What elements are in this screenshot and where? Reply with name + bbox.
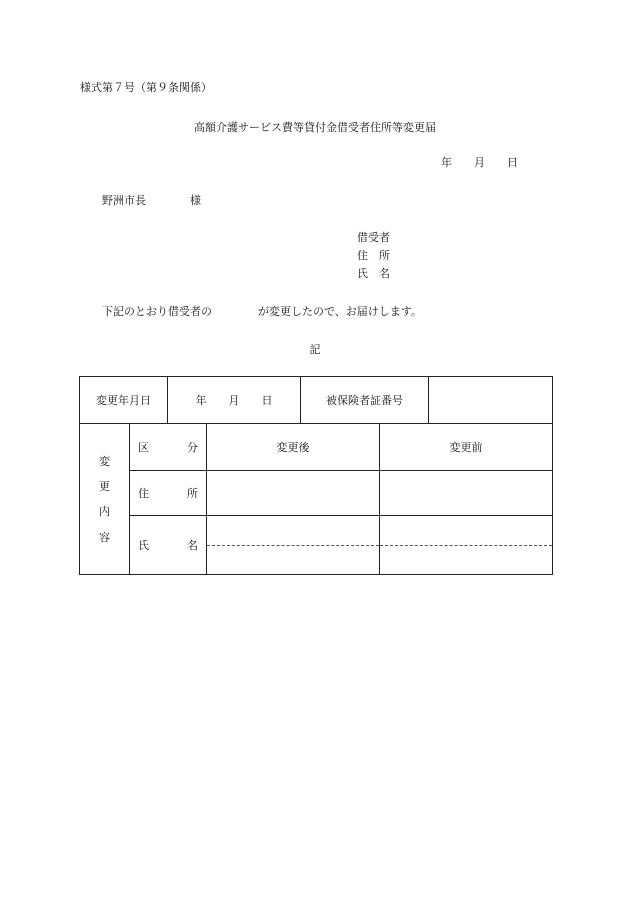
addressee-name: 野洲市長 [102, 194, 146, 207]
date-year-label: 年 [441, 156, 452, 169]
change-date-year: 年 [195, 394, 207, 408]
address-row-label [130, 470, 207, 515]
name-after-field[interactable] [207, 516, 380, 575]
name-after-reading-line [207, 516, 379, 546]
name-char-2: 名 [187, 539, 198, 553]
address-char-2: 所 [187, 487, 198, 501]
notice-text [102, 306, 422, 317]
insured-number-field[interactable] [429, 377, 553, 424]
after-change-header: 変更後 [207, 424, 380, 470]
section-char-2: 更 [99, 479, 110, 493]
borrower-address-label: 住 所 [357, 249, 390, 262]
change-form-table [79, 376, 553, 575]
name-row-label [130, 516, 207, 575]
borrower-label: 借受者 [357, 231, 390, 244]
category-header [130, 424, 207, 470]
borrower-block [357, 232, 390, 286]
notice-after: が変更したので、お届けします。 [258, 305, 422, 318]
before-change-header: 変更前 [380, 424, 553, 470]
date-month-label: 月 [474, 156, 485, 169]
section-char-1: 変 [99, 454, 110, 468]
section-char-4: 容 [99, 530, 110, 544]
addressee-honorific: 様 [190, 194, 201, 207]
address-char-1: 住 [138, 487, 149, 501]
notice-before: 下記のとおり借受者の [102, 305, 212, 318]
insured-number-label: 被保険者証番号 [301, 377, 429, 424]
section-label [80, 424, 130, 575]
date-day-label: 日 [507, 156, 518, 169]
name-char-1: 氏 [138, 539, 149, 553]
submission-date [441, 157, 518, 168]
name-before-field[interactable] [380, 516, 553, 575]
address-after-field[interactable] [207, 470, 380, 515]
addressee [102, 195, 201, 206]
document-title: 高額介護サービス費等貸付金借受者住所等変更届 [194, 121, 436, 134]
name-before-name-line [380, 546, 552, 575]
change-date-field[interactable] [168, 377, 301, 424]
form-number: 様式第７号（第９条関係） [80, 81, 212, 94]
name-after-name-line [207, 546, 379, 575]
borrower-name-label: 氏 名 [357, 267, 390, 280]
change-date-day: 日 [261, 394, 273, 408]
category-char-1: 区 [138, 441, 149, 455]
category-char-2: 分 [187, 441, 198, 455]
address-before-field[interactable] [380, 470, 553, 515]
ki-heading: 記 [309, 343, 321, 356]
section-char-3: 内 [99, 505, 110, 519]
change-date-label: 変更年月日 [80, 377, 168, 424]
name-before-reading-line [380, 516, 552, 546]
change-date-month: 月 [228, 394, 240, 408]
